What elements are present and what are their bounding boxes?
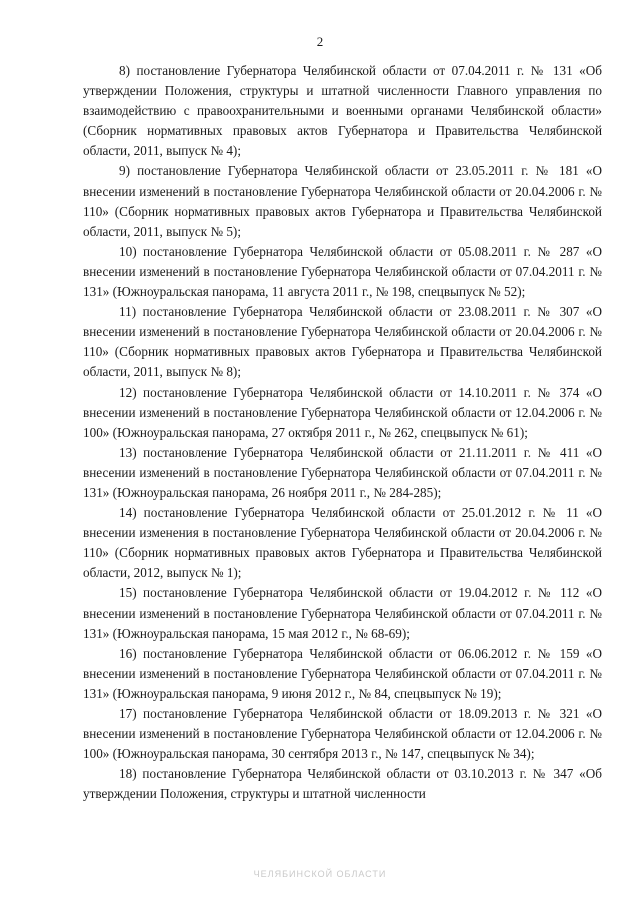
list-item: 14) постановление Губернатора Челябинской области от 25.01.2012 г. № 11 «О внесении изменения в постановление Губернатора Челябинской области от 20.04.2006 г. № 110» (Сборник нормативных правовых актов Губернатора и Правительства Челябинской области, 2012, выпуск № 1); [83, 505, 602, 581]
document-body [83, 61, 602, 804]
list-item: 11) постановление Губернатора Челябинской области от 23.08.2011 г. № 307 «О внесении изменений в постановление Губернатора Челябинской области от 20.04.2006 г. № 110» (Сборник нормативных правовых актов Губернатора и Правительства Челябинской области, 2011, выпуск № 8); [83, 304, 602, 380]
list-item: 12) постановление Губернатора Челябинской области от 14.10.2011 г. № 374 «О внесении изменений в постановление Губернатора Челябинской области от 12.04.2006 г. № 100» (Южноуральская панорама, 27 октября 2011 г., № 262, спецвыпуск № 61); [83, 384, 602, 440]
list-item: 8) постановление Губернатора Челябинской области от 07.04.2011 г. № 131 «Об утверждении Положения, структуры и штатной численности Главного управления по взаимодействию с правоохранительными и военными органами Челябинской области» (Сборник нормативных правовых актов Губернатора и Правительства Челябинской области, 2011, выпуск № 4); [83, 63, 602, 159]
list-item: 13) постановление Губернатора Челябинской области от 21.11.2011 г. № 411 «О внесении изменений в постановление Губернатора Челябинской области от 07.04.2011 г. № 131» (Южноуральская панорама, 26 ноября 2011 г., № 284-285); [83, 444, 602, 500]
list-item: 15) постановление Губернатора Челябинской области от 19.04.2012 г. № 112 «О внесении изменений в постановление Губернатора Челябинской области от 07.04.2011 г. № 131» (Южноуральская панорама, 15 мая 2012 г., № 68-69); [83, 585, 602, 641]
list-item: 16) постановление Губернатора Челябинской области от 06.06.2012 г. № 159 «О внесении изменений в постановление Губернатора Челябинской области от 07.04.2011 г. № 131» (Южноуральская панорама, 9 июня 2012 г., № 84, спецвыпуск № 19); [83, 645, 602, 701]
list-item: 10) постановление Губернатора Челябинской области от 05.08.2011 г. № 287 «О внесении изменений в постановление Губернатора Челябинской области от 07.04.2011 г. № 131» (Южноуральская панорама, 11 августа 2011 г., № 198, спецвыпуск № 52); [83, 243, 602, 300]
list-item: 9) постановление Губернатора Челябинской области от 23.05.2011 г. № 181 «О внесении изменений в постановление Губернатора Челябинской области от 20.04.2006 г. № 110» (Сборник нормативных правовых актов Губернатора и Правительства Челябинской области, 2011, выпуск № 5); [83, 163, 602, 239]
page-number: 2 [316, 34, 324, 49]
list-item: 17) постановление Губернатора Челябинской области от 18.09.2013 г. № 321 «О внесении изменений в постановление Губернатора Челябинской области от 12.04.2006 г. № 100» (Южноуральская панорама, 30 сентября 2013 г., № 147, спецвыпуск № 34); [83, 706, 602, 762]
list-item: 18) постановление Губернатора Челябинской области от 03.10.2013 г. № 347 «Об утверждении Положения, структуры и штатной численности [83, 766, 602, 802]
footer-watermark: ЧЕЛЯБИНСКОЙ ОБЛАСТИ [253, 869, 387, 879]
